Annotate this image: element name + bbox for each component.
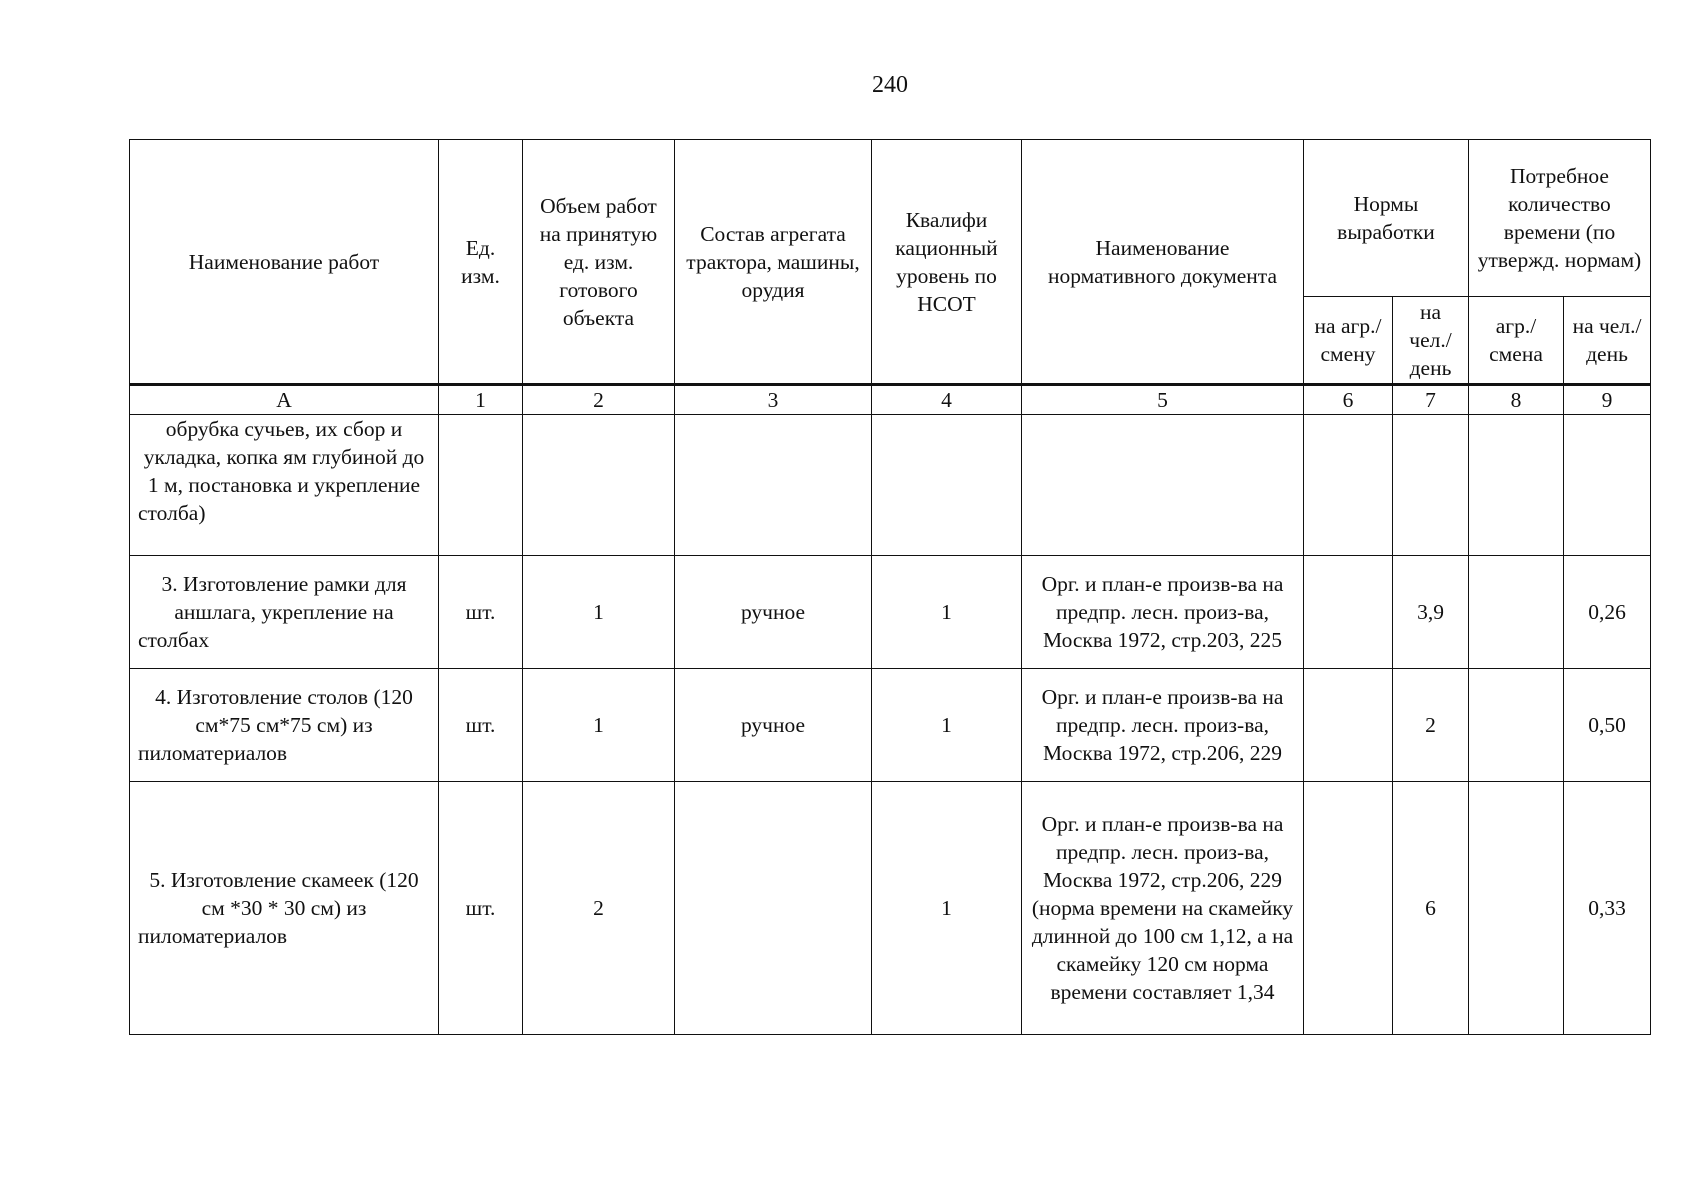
output-person-cell: 2 bbox=[1393, 669, 1469, 782]
work-name-cell: 5. Изготовление скамеек (120 см *30 * 30 см) из пиломатериалов bbox=[130, 782, 439, 1035]
unit-cell bbox=[439, 415, 523, 556]
subheader-output-per-person: на чел./ день bbox=[1393, 297, 1469, 385]
column-number: А bbox=[130, 385, 439, 415]
column-number: 6 bbox=[1304, 385, 1393, 415]
column-number: 4 bbox=[872, 385, 1022, 415]
subheader-output-per-agg: на агр./ смену bbox=[1304, 297, 1393, 385]
time-person-cell: 0,33 bbox=[1564, 782, 1651, 1035]
header-unit: Ед. изм. bbox=[439, 140, 523, 385]
document-cell: Орг. и план-е произв-ва на предпр. лесн. произ-ва, Москва 1972, стр.206, 229 bbox=[1022, 669, 1304, 782]
time-agg-cell bbox=[1469, 556, 1564, 669]
header-volume: Объем работ на принятую ед. изм. готового объекта bbox=[523, 140, 675, 385]
page-number: 240 bbox=[872, 72, 908, 98]
composition-cell: ручное bbox=[675, 669, 872, 782]
column-number: 9 bbox=[1564, 385, 1651, 415]
unit-cell: шт. bbox=[439, 556, 523, 669]
header-required-time: Потребное количество времени (по утвержд. нормам) bbox=[1469, 140, 1651, 297]
time-person-cell: 0,50 bbox=[1564, 669, 1651, 782]
header-output-norms: Нормы выработки bbox=[1304, 140, 1469, 297]
column-number: 7 bbox=[1393, 385, 1469, 415]
header-composition: Состав агрегата трактора, машины, орудия bbox=[675, 140, 872, 385]
header-document: Наименование нормативного документа bbox=[1022, 140, 1304, 385]
composition-cell bbox=[675, 782, 872, 1035]
work-name-cell: 3. Изготовление рамки для аншлага, укрепление на столбах bbox=[130, 556, 439, 669]
volume-cell bbox=[523, 415, 675, 556]
volume-cell: 1 bbox=[523, 669, 675, 782]
output-person-cell: 3,9 bbox=[1393, 556, 1469, 669]
time-agg-cell bbox=[1469, 669, 1564, 782]
column-number: 3 bbox=[675, 385, 872, 415]
subheader-time-per-agg: агр./ смена bbox=[1469, 297, 1564, 385]
composition-cell: ручное bbox=[675, 556, 872, 669]
composition-cell bbox=[675, 415, 872, 556]
qualification-cell: 1 bbox=[872, 556, 1022, 669]
document-cell: Орг. и план-е произв-ва на предпр. лесн. произ-ва, Москва 1972, стр.206, 229 (норма времени на скамейку длинной до 100 см 1,12, а на скамейку 120 см норма времени составляет 1,34 bbox=[1022, 782, 1304, 1035]
output-agg-cell bbox=[1304, 415, 1393, 556]
column-number: 5 bbox=[1022, 385, 1304, 415]
qualification-cell bbox=[872, 415, 1022, 556]
output-agg-cell bbox=[1304, 782, 1393, 1035]
qualification-cell: 1 bbox=[872, 782, 1022, 1035]
subheader-time-per-person: на чел./ день bbox=[1564, 297, 1651, 385]
volume-cell: 1 bbox=[523, 556, 675, 669]
time-person-cell bbox=[1564, 415, 1651, 556]
column-number: 1 bbox=[439, 385, 523, 415]
table-row bbox=[130, 782, 1651, 1035]
work-name-cell: 4. Изготовление столов (120 см*75 см*75 см) из пиломатериалов bbox=[130, 669, 439, 782]
output-agg-cell bbox=[1304, 556, 1393, 669]
time-agg-cell bbox=[1469, 415, 1564, 556]
output-agg-cell bbox=[1304, 669, 1393, 782]
output-person-cell: 6 bbox=[1393, 782, 1469, 1035]
table-row bbox=[130, 669, 1651, 782]
header-row bbox=[130, 140, 1651, 297]
column-number: 2 bbox=[523, 385, 675, 415]
time-agg-cell bbox=[1469, 782, 1564, 1035]
volume-cell: 2 bbox=[523, 782, 675, 1035]
qualification-cell: 1 bbox=[872, 669, 1022, 782]
table-row bbox=[130, 556, 1651, 669]
header-qualification: Квалифи кационный уровень по НСОТ bbox=[872, 140, 1022, 385]
table-row bbox=[130, 415, 1651, 556]
output-person-cell bbox=[1393, 415, 1469, 556]
column-number-row bbox=[130, 385, 1651, 415]
header-name: Наименование работ bbox=[130, 140, 439, 385]
norms-table bbox=[129, 139, 1651, 1035]
time-person-cell: 0,26 bbox=[1564, 556, 1651, 669]
unit-cell: шт. bbox=[439, 782, 523, 1035]
unit-cell: шт. bbox=[439, 669, 523, 782]
document-cell bbox=[1022, 415, 1304, 556]
column-number: 8 bbox=[1469, 385, 1564, 415]
document-cell: Орг. и план-е произв-ва на предпр. лесн. произ-ва, Москва 1972, стр.203, 225 bbox=[1022, 556, 1304, 669]
work-name-cell: обрубка сучьев, их сбор и укладка, копка ям глубиной до 1 м, постановка и укрепление столба) bbox=[130, 415, 439, 556]
